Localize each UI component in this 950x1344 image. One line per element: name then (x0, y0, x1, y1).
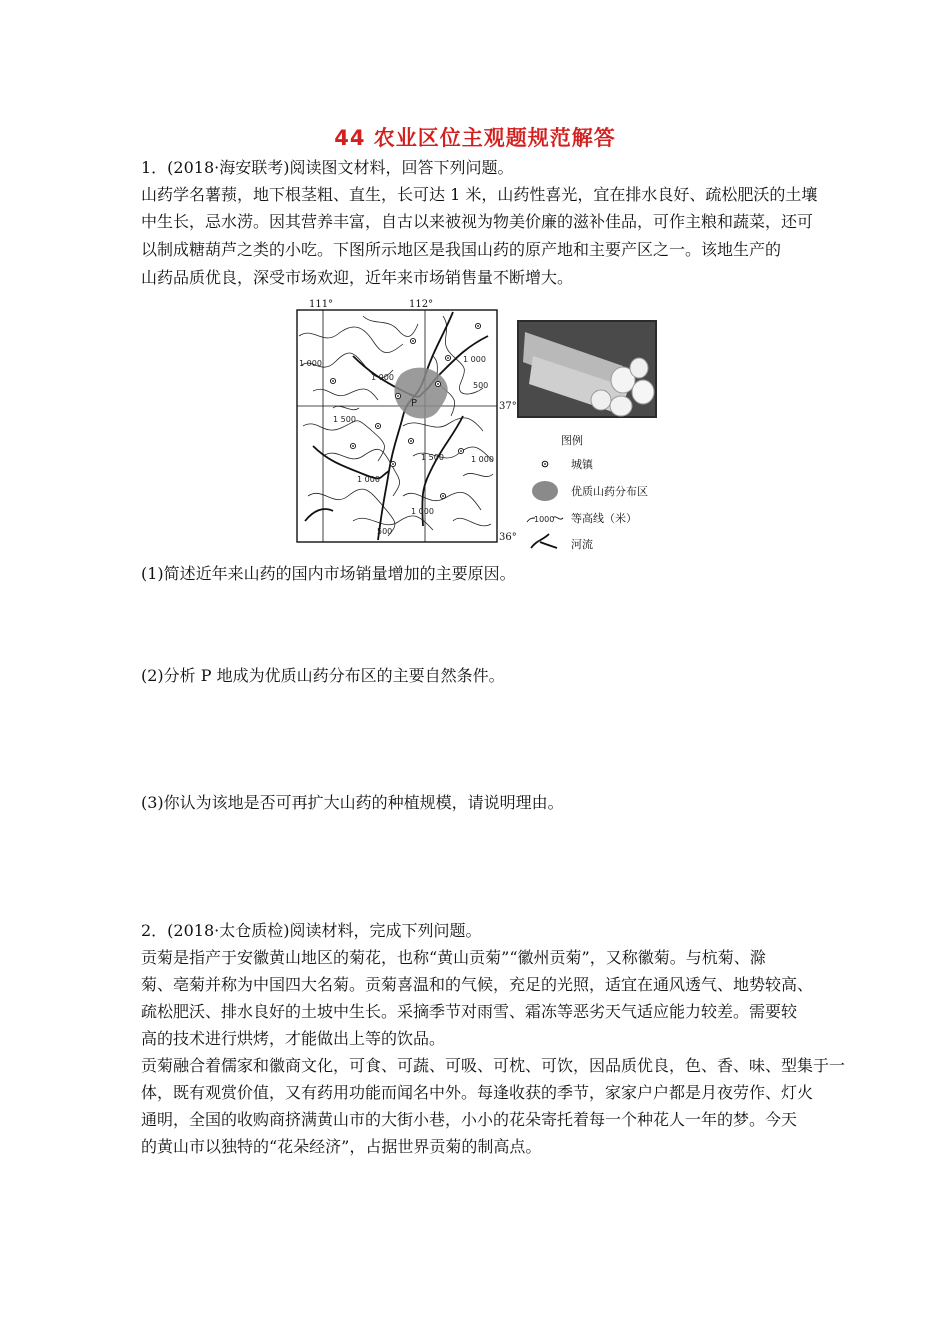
lat-label-37: 37° (499, 401, 517, 412)
q2-para-line: 疏松肥沃、排水良好的土坡中生长。采摘季节对雨雪、霜冻等恶劣天气适应能力较差。需要较 (141, 1002, 798, 1021)
legend-town: 城镇 (571, 458, 593, 471)
contour-label: 1 000 (357, 475, 380, 484)
legend-title: 图例 (561, 434, 583, 447)
q2-para-line: 的黄山市以独特的“花朵经济”，占据世界贡菊的制高点。 (141, 1137, 542, 1156)
contour-label: 1 000 (463, 355, 486, 364)
contour-map (297, 310, 497, 542)
contour-label: 1 000 (411, 507, 434, 516)
yam-photo (517, 320, 657, 418)
q1-para-line: 以制成糖葫芦之类的小吃。下图所示地区是我国山药的原产地和主要产区之一。该地生产的 (141, 240, 782, 259)
page-title: 44 农业区位主观题规范解答 (334, 126, 616, 150)
contour-label: 1 000 (471, 455, 494, 464)
q2-para-line: 体，既有观赏价值，又有药用功能而闻名中外。每逢收获的季节，家家户户都是月夜劳作、灯火 (141, 1083, 814, 1102)
lon-label-111: 111° (309, 299, 334, 310)
q2-para-line: 菊、亳菊并称为中国四大名菊。贡菊喜温和的气候，充足的光照，适宜在通风透气、地势较高、 (141, 975, 814, 994)
q1-figure (293, 296, 673, 556)
lon-label-112: 112° (409, 299, 434, 310)
point-p-label: P (411, 398, 418, 409)
q1-para-line: 山药学名薯蓣，地下根茎粗、直生，长可达 1 米，山药性喜光，宜在排水良好、疏松肥沃的土壤 (141, 185, 818, 204)
q1-sub-question-2: (2)分析 P 地成为优质山药分布区的主要自然条件。 (141, 666, 505, 685)
q2-para-line: 通明，全国的收购商挤满黄山市的大街小巷，小小的花朵寄托着每一个种花人一年的梦。今天 (141, 1110, 798, 1129)
q1-para-line: 山药品质优良，深受市场欢迎，近年来市场销售量不断增大。 (141, 268, 574, 287)
map-legend (527, 433, 648, 551)
contour-label: 500 (473, 381, 489, 390)
q1-sub-question-3: (3)你认为该地是否可再扩大山药的种植规模，请说明理由。 (141, 793, 564, 812)
q2-header: 2．(2018·太仓质检)阅读材料，完成下列问题。 (141, 921, 482, 940)
lat-label-36: 36° (499, 532, 517, 543)
q2-para-line: 贡菊融合着儒家和徽商文化，可食、可蔬、可吸、可枕、可饮，因品质优良，色、香、味、型集于一 (141, 1056, 846, 1075)
legend-river: 河流 (571, 538, 593, 551)
contour-label: 500 (377, 527, 393, 536)
contour-label: 1 000 (371, 373, 394, 382)
q1-header: 1．(2018·海安联考)阅读图文材料，回答下列问题。 (141, 158, 514, 177)
q1-sub-question-1: (1)简述近年来山药的国内市场销量增加的主要原因。 (141, 564, 516, 583)
q2-para-line: 高的技术进行烘烤，才能做出上等的饮品。 (141, 1029, 446, 1048)
q2-para-line: 贡菊是指产于安徽黄山地区的菊花，也称“黄山贡菊”“徽州贡菊”，又称徽菊。与杭菊、滁 (141, 948, 766, 967)
legend-contour-sample: 1000 (534, 515, 555, 524)
legend-yam-area: 优质山药分布区 (571, 485, 648, 498)
q1-para-line: 中生长，忌水涝。因其营养丰富，自古以来被视为物美价廉的滋补佳品，可作主粮和蔬菜，还可 (141, 212, 814, 231)
legend-contour: 等高线（米） (571, 512, 637, 525)
contour-label: 1 000 (299, 359, 322, 368)
contour-label: 1 500 (333, 415, 356, 424)
contour-label: 1 500 (421, 453, 444, 462)
